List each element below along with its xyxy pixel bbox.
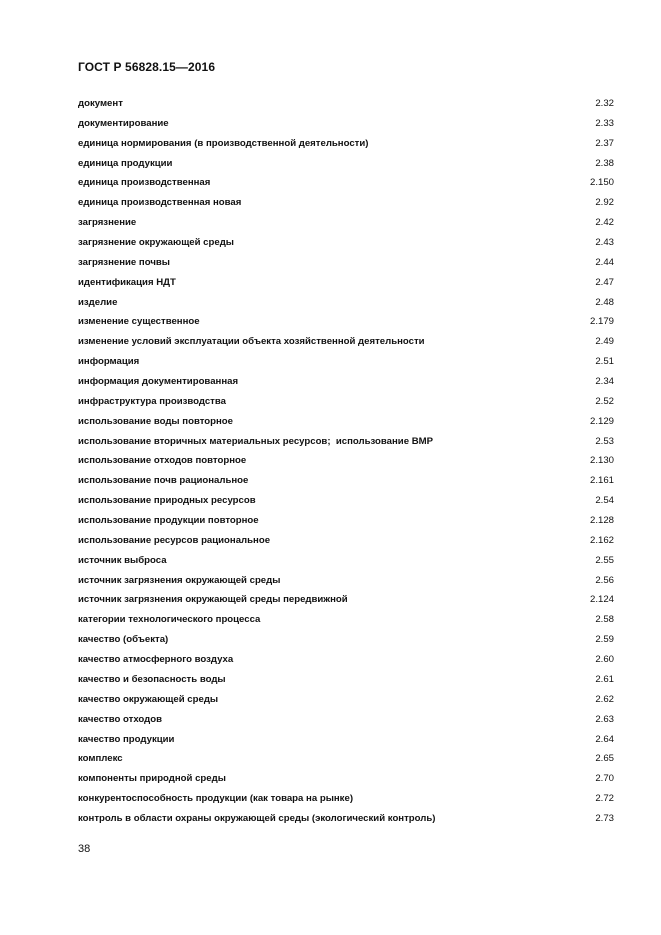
index-term: источник загрязнения окружающей среды <box>78 574 281 586</box>
index-reference: 2.54 <box>595 495 614 507</box>
index-reference: 2.73 <box>595 812 614 824</box>
index-term: качество и безопасность воды <box>78 673 226 685</box>
term-index-list <box>78 97 614 832</box>
index-reference: 2.72 <box>595 793 614 805</box>
index-entry <box>78 276 614 296</box>
index-reference: 2.161 <box>589 475 614 487</box>
index-entry <box>78 375 614 395</box>
index-term: использование почв рациональное <box>78 475 249 487</box>
document-header: ГОСТ Р 56828.15—2016 <box>78 60 216 74</box>
index-entry <box>78 494 614 514</box>
index-reference: 2.92 <box>595 197 614 209</box>
index-entry <box>78 633 614 653</box>
index-entry <box>78 772 614 792</box>
index-entry <box>78 395 614 415</box>
index-entry <box>78 157 614 177</box>
index-term: единица производственная <box>78 177 211 189</box>
index-reference: 2.34 <box>595 376 614 388</box>
index-reference: 2.60 <box>595 654 614 666</box>
index-entry <box>78 653 614 673</box>
index-reference: 2.65 <box>595 753 614 765</box>
index-entry <box>78 216 614 236</box>
index-entry <box>78 296 614 316</box>
index-reference: 2.129 <box>589 415 614 427</box>
index-reference: 2.63 <box>595 713 614 725</box>
index-entry <box>78 454 614 474</box>
index-entry <box>78 256 614 276</box>
index-term: идентификация НДТ <box>78 276 176 288</box>
index-reference: 2.37 <box>595 137 614 149</box>
index-term: загрязнение почвы <box>78 256 170 268</box>
index-term: использование ресурсов рациональное <box>78 534 271 546</box>
index-term: изменение условий эксплуатации объекта хозяйственной деятельности <box>78 336 425 348</box>
index-term: источник выброса <box>78 554 167 566</box>
index-entry <box>78 713 614 733</box>
index-reference: 2.124 <box>589 594 614 606</box>
index-entry <box>78 236 614 256</box>
index-reference: 2.52 <box>595 395 614 407</box>
index-reference: 2.38 <box>595 157 614 169</box>
index-reference: 2.162 <box>589 534 614 546</box>
index-entry <box>78 415 614 435</box>
index-term: загрязнение окружающей среды <box>78 237 235 249</box>
index-entry <box>78 97 614 117</box>
index-term: загрязнение <box>78 217 137 229</box>
index-entry <box>78 176 614 196</box>
index-reference: 2.59 <box>595 634 614 646</box>
index-reference: 2.53 <box>595 435 614 447</box>
index-entry <box>78 315 614 335</box>
index-entry <box>78 474 614 494</box>
page-number: 38 <box>78 843 91 855</box>
index-entry <box>78 593 614 613</box>
index-entry <box>78 335 614 355</box>
index-term: единица производственная новая <box>78 197 242 209</box>
index-term: единица продукции <box>78 157 173 169</box>
index-entry <box>78 792 614 812</box>
index-reference: 2.43 <box>595 237 614 249</box>
index-term: изделие <box>78 296 118 308</box>
index-term: качество продукции <box>78 733 175 745</box>
index-term: источник загрязнения окружающей среды передвижной <box>78 594 348 606</box>
index-term: использование продукции повторное <box>78 515 259 527</box>
index-reference: 2.64 <box>595 733 614 745</box>
index-term: документ <box>78 98 123 109</box>
index-reference: 2.55 <box>595 554 614 566</box>
index-entry <box>78 435 614 455</box>
index-term: информация документированная <box>78 376 239 388</box>
index-term: качество (объекта) <box>78 634 169 646</box>
index-reference: 2.179 <box>589 316 614 328</box>
index-term: информация <box>78 356 140 368</box>
index-reference: 2.58 <box>595 614 614 626</box>
index-term: комплекс <box>78 753 123 765</box>
index-reference: 2.33 <box>595 117 614 129</box>
index-reference: 2.128 <box>589 515 614 527</box>
index-entry <box>78 534 614 554</box>
index-reference: 2.56 <box>595 574 614 586</box>
index-term: документирование <box>78 117 169 129</box>
index-term: изменение существенное <box>78 316 200 328</box>
index-reference: 2.130 <box>589 455 614 467</box>
index-reference: 2.48 <box>595 296 614 308</box>
index-entry <box>78 733 614 753</box>
index-reference: 2.150 <box>589 177 614 189</box>
index-entry <box>78 355 614 375</box>
index-reference: 2.47 <box>595 276 614 288</box>
index-term: конкурентоспособность продукции (как товара на рынке) <box>78 793 354 805</box>
index-reference: 2.44 <box>595 256 614 268</box>
index-term: использование вторичных материальных ресурсов; использование ВМР <box>78 435 434 447</box>
index-entry <box>78 554 614 574</box>
index-entry <box>78 117 614 137</box>
index-term: единица нормирования (в производственной деятельности) <box>78 137 369 149</box>
index-term: категории технологического процесса <box>78 614 261 626</box>
index-term: качество атмосферного воздуха <box>78 654 234 666</box>
index-reference: 2.62 <box>595 693 614 705</box>
index-term: использование отходов повторное <box>78 455 247 467</box>
index-entry <box>78 752 614 772</box>
index-term: качество окружающей среды <box>78 693 219 705</box>
index-reference: 2.51 <box>595 356 614 368</box>
index-reference: 2.61 <box>595 673 614 685</box>
index-term: использование природных ресурсов <box>78 495 256 507</box>
index-entry <box>78 812 614 832</box>
index-reference: 2.32 <box>595 98 614 109</box>
index-reference: 2.70 <box>595 773 614 785</box>
index-entry <box>78 574 614 594</box>
index-entry <box>78 137 614 157</box>
index-term: компоненты природной среды <box>78 773 226 785</box>
index-reference: 2.49 <box>595 336 614 348</box>
index-term: инфраструктура производства <box>78 395 226 407</box>
index-entry <box>78 514 614 534</box>
index-term: использование воды повторное <box>78 415 233 427</box>
index-entry <box>78 673 614 693</box>
index-entry <box>78 613 614 633</box>
index-entry <box>78 693 614 713</box>
index-reference: 2.42 <box>595 217 614 229</box>
index-entry <box>78 196 614 216</box>
index-term: контроль в области охраны окружающей среды (экологический контроль) <box>78 812 436 824</box>
index-term: качество отходов <box>78 713 163 725</box>
